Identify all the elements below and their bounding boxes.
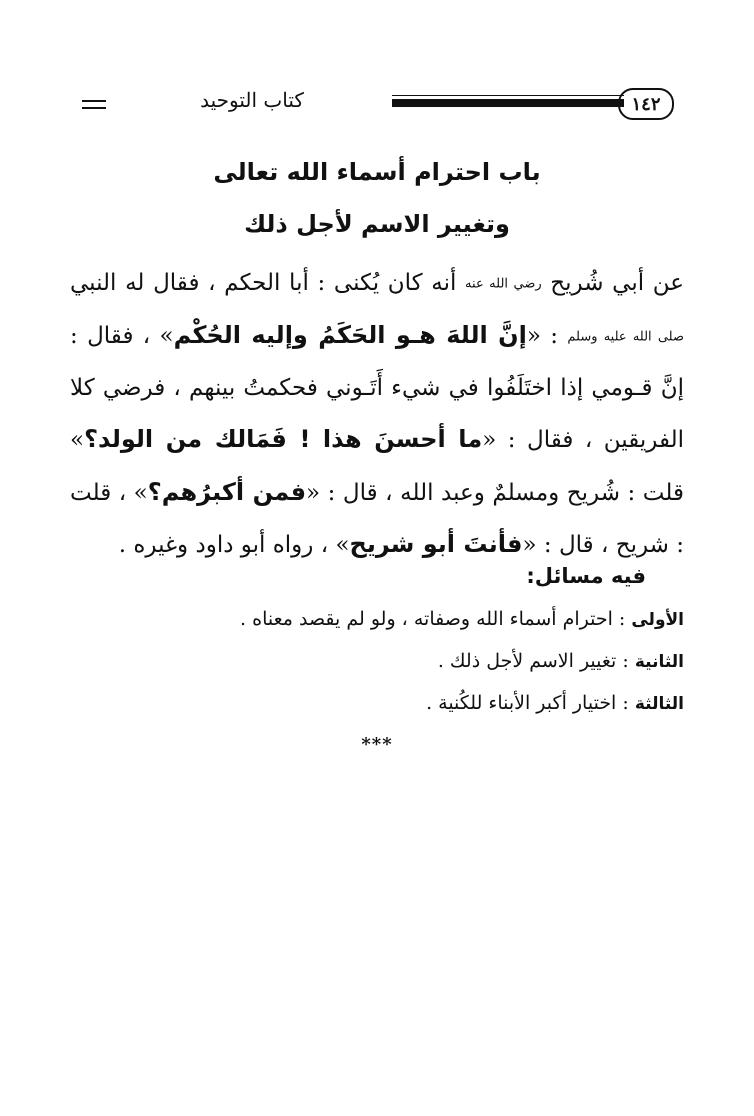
hadith-quote: إنَّ اللهَ هـو الحَكَمُ وإليه الحُكْم (173, 320, 527, 349)
hadith-text: » ، قلت : شريح ، قال : « (70, 479, 684, 558)
issue-item (70, 650, 684, 672)
hadith-text: أنه كان يُكنى : أبا الحكم ، فقال له النبي (70, 270, 466, 296)
issue-item (70, 692, 684, 714)
hadith-text: عن أبي شُريح (541, 270, 684, 296)
issue-label: الأولى (631, 610, 684, 630)
hadith-text: » ، رواه أبو داود وغيره . (118, 532, 350, 558)
chapter-title-line-1: باب احترام أسماء الله تعالى (213, 158, 541, 186)
issue-text: : احترام أسماء الله وصفاته ، ولو لم يقصد معناه . (240, 608, 632, 630)
page-header (82, 86, 674, 122)
header-rule-thick (392, 99, 624, 107)
header-rule-thin (82, 100, 106, 109)
hadith-quote: ما أحسنَ هذا ! فَمَالك من الولد؟ (84, 425, 483, 453)
honorific-companion: رضي الله عنه (465, 276, 542, 292)
hadith-text: » قلت : شُريح ومسلمٌ وعبد الله ، قال : « (70, 427, 685, 506)
chapter-title-line-2: وتغيير الاسم لأجل ذلك (244, 210, 510, 238)
hadith-quote: فأنتَ أبو شريح (349, 530, 523, 558)
issue-label: الثالثة (634, 694, 684, 714)
issue-item (70, 608, 684, 630)
hadith-quote: فمن أكبرُهم؟ (147, 477, 307, 506)
page-number: ١٤٢ (618, 88, 674, 120)
book-title: كتاب التوحيد (200, 88, 304, 112)
honorific-prophet: صلى الله عليه وسلم (567, 329, 684, 344)
hadith-paragraph (70, 258, 684, 572)
hadith-text: : « (526, 322, 568, 349)
issue-label: الثانية (634, 652, 684, 672)
issues-heading: فيه مسائل: (526, 564, 646, 588)
issue-text: : اختيار أكبر الأبناء للكُنية . (426, 692, 635, 714)
section-separator: *** (361, 734, 393, 755)
hadith-text: » ، فقال : إنَّ قـومي إذا اختَلَفُوا في شيء أَتَـوني فحكمتُ بينهم ، فرضي كلا الفريقين ، فقال : « (70, 322, 685, 453)
issue-text: : تغيير الاسم لأجل ذلك . (437, 650, 635, 672)
